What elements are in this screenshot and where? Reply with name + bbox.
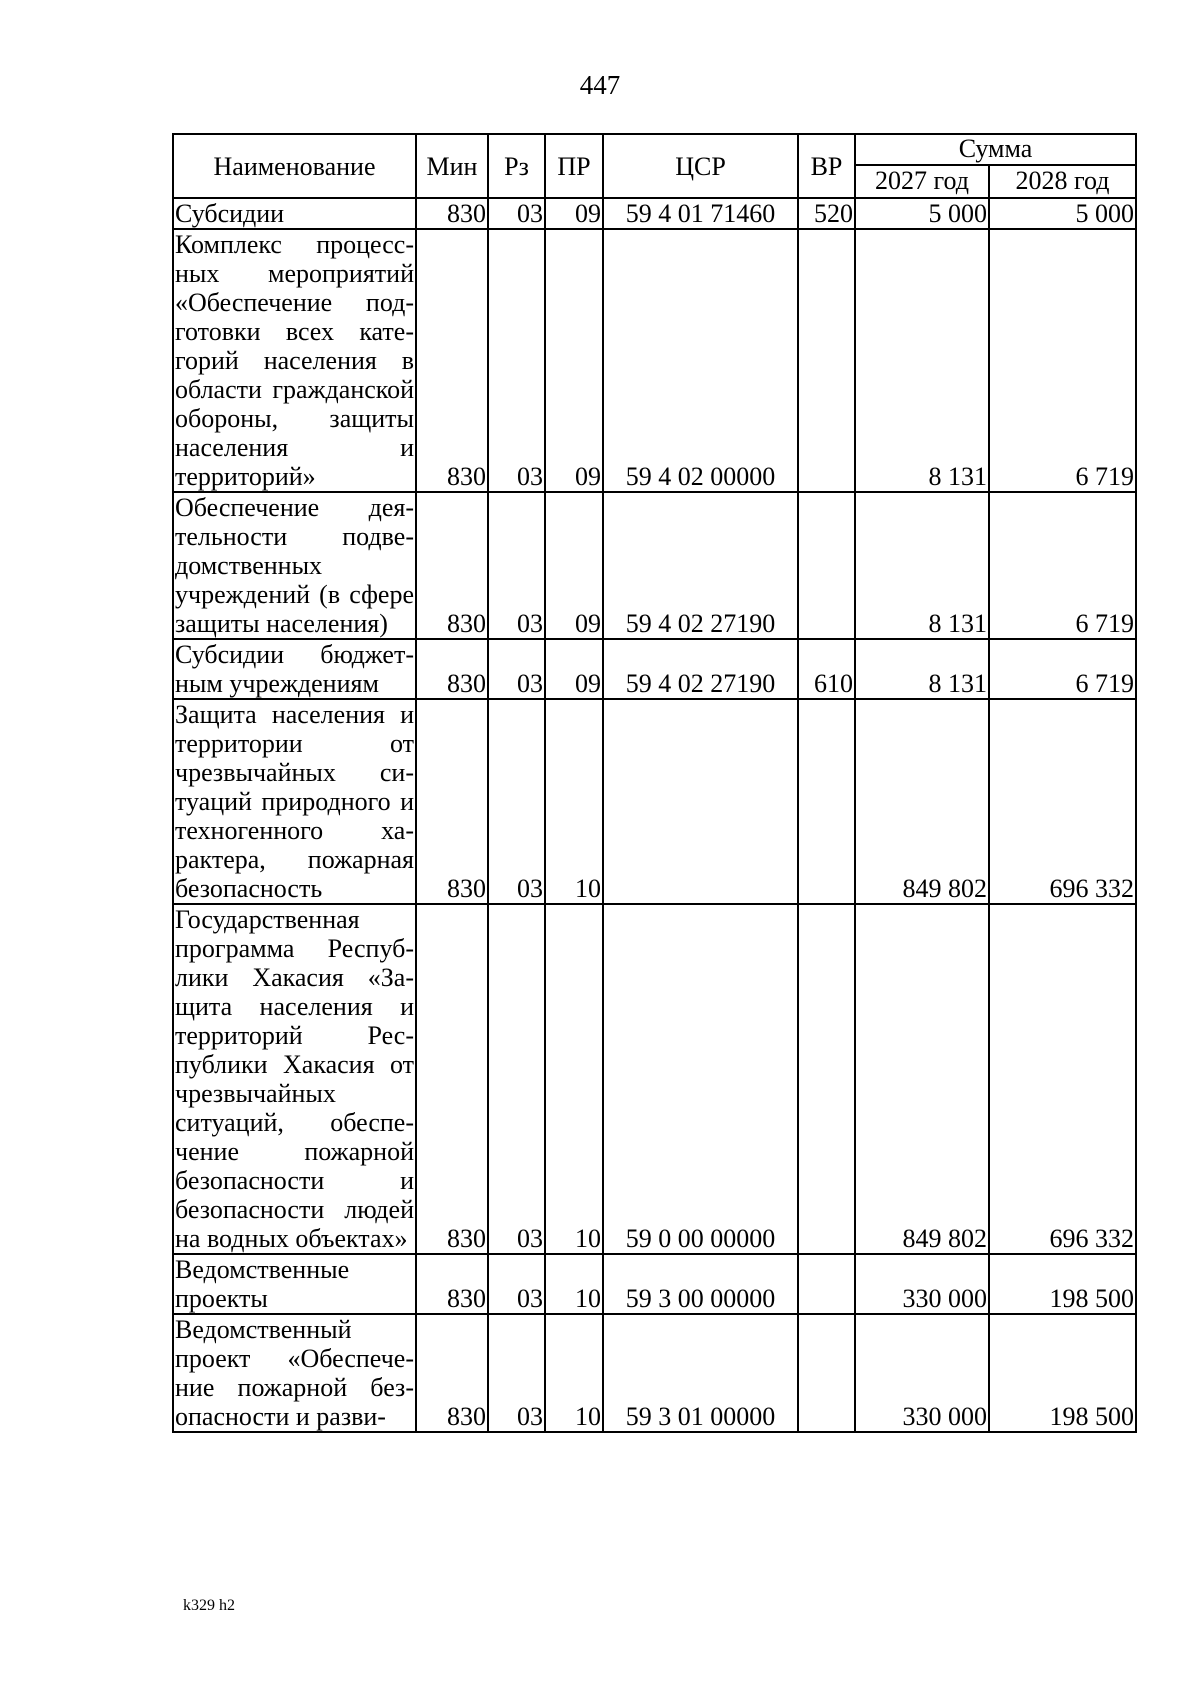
row-csr: 59 0 00 00000: [603, 904, 798, 1254]
table-row: [173, 198, 1136, 229]
row-name: Субсидии бюджетным учреждениям: [175, 640, 414, 698]
table-row: [173, 904, 1136, 1254]
row-pr: 09: [545, 229, 603, 492]
row-sum-2028: 6 719: [989, 492, 1136, 639]
row-sum-2028: 198 500: [989, 1314, 1136, 1432]
row-sum-2028: 198 500: [989, 1254, 1136, 1314]
row-pr: 10: [545, 1254, 603, 1314]
header-min: Мин: [416, 134, 488, 198]
row-vr: [798, 699, 855, 904]
row-name: Комплекс процессных мероприятий «Обеспечение подготовки всех категорий населения в области гражданской обороны, защиты населения и территорий»: [175, 230, 414, 491]
table-row: [173, 229, 1136, 492]
header-name: Наименование: [173, 134, 416, 198]
row-csr: 59 4 02 00000: [603, 229, 798, 492]
row-min: 830: [416, 639, 488, 699]
row-pr: 10: [545, 1314, 603, 1432]
row-name: Ведомственный проект «Обеспечение пожарной безопасности и разви-: [175, 1315, 414, 1431]
row-min: 830: [416, 198, 488, 229]
row-sum-2028: 696 332: [989, 699, 1136, 904]
header-year-2028: 2028 год: [989, 165, 1136, 198]
table-row: [173, 1314, 1136, 1432]
table-row: [173, 492, 1136, 639]
row-sum-2027: 849 802: [855, 904, 989, 1254]
row-vr: [798, 229, 855, 492]
row-pr: 09: [545, 198, 603, 229]
row-min: 830: [416, 699, 488, 904]
header-pr: ПР: [545, 134, 603, 198]
header-vr: ВР: [798, 134, 855, 198]
row-pr: 09: [545, 492, 603, 639]
row-sum-2027: 330 000: [855, 1254, 989, 1314]
row-sum-2027: 8 131: [855, 492, 989, 639]
row-csr: 59 4 01 71460: [603, 198, 798, 229]
row-vr: [798, 1254, 855, 1314]
row-vr: [798, 1314, 855, 1432]
row-csr: 59 4 02 27190: [603, 492, 798, 639]
row-rz: 03: [488, 1254, 545, 1314]
header-row-1: [173, 134, 1136, 165]
row-rz: 03: [488, 1314, 545, 1432]
row-sum-2027: 849 802: [855, 699, 989, 904]
row-name: Ведомственные проекты: [173, 1254, 416, 1314]
row-csr: 59 3 00 00000: [603, 1254, 798, 1314]
table-row: [173, 1254, 1136, 1314]
row-name: Государственная программа Республики Хакасия «Защита населения и территорий Республики Хакасия от чрезвычайных ситуаций, обеспечение пожарной безопасности и безопасности людей на водных объектах»: [175, 905, 414, 1253]
row-sum-2027: 8 131: [855, 639, 989, 699]
row-min: 830: [416, 229, 488, 492]
row-sum-2028: 6 719: [989, 639, 1136, 699]
row-pr: 10: [545, 699, 603, 904]
row-sum-2028: 696 332: [989, 904, 1136, 1254]
row-name: Субсидии: [173, 198, 416, 229]
page-number: 447: [579, 70, 621, 100]
row-rz: 03: [488, 492, 545, 639]
row-csr: 59 3 01 00000: [603, 1314, 798, 1432]
row-sum-2027: 8 131: [855, 229, 989, 492]
row-pr: 10: [545, 904, 603, 1254]
header-rz: Рз: [488, 134, 545, 198]
row-rz: 03: [488, 198, 545, 229]
table-row: [173, 639, 1136, 699]
row-pr: 09: [545, 639, 603, 699]
row-csr: [603, 699, 798, 904]
row-rz: 03: [488, 639, 545, 699]
row-rz: 03: [488, 904, 545, 1254]
row-min: 830: [416, 1254, 488, 1314]
header-year-2027: 2027 год: [855, 165, 989, 198]
budget-table: [172, 133, 1137, 1433]
row-vr: [798, 904, 855, 1254]
row-vr: [798, 492, 855, 639]
header-sum: Сумма: [855, 134, 1136, 165]
row-vr: 520: [798, 198, 855, 229]
row-vr: 610: [798, 639, 855, 699]
footer-code: k329 h2: [183, 1597, 235, 1614]
row-csr: 59 4 02 27190: [603, 639, 798, 699]
row-sum-2027: 330 000: [855, 1314, 989, 1432]
row-min: 830: [416, 1314, 488, 1432]
row-name: Обеспечение деятельности подведомственных учреждений (в сфере защиты населения): [175, 493, 414, 638]
row-name: Защита населения и территории от чрезвычайных ситуаций природного и техногенного характера, пожарная безопасность: [175, 700, 414, 903]
row-rz: 03: [488, 229, 545, 492]
header-csr: ЦСР: [603, 134, 798, 198]
table-row: [173, 699, 1136, 904]
row-min: 830: [416, 492, 488, 639]
row-rz: 03: [488, 699, 545, 904]
row-sum-2028: 6 719: [989, 229, 1136, 492]
row-sum-2027: 5 000: [855, 198, 989, 229]
row-sum-2028: 5 000: [989, 198, 1136, 229]
row-min: 830: [416, 904, 488, 1254]
